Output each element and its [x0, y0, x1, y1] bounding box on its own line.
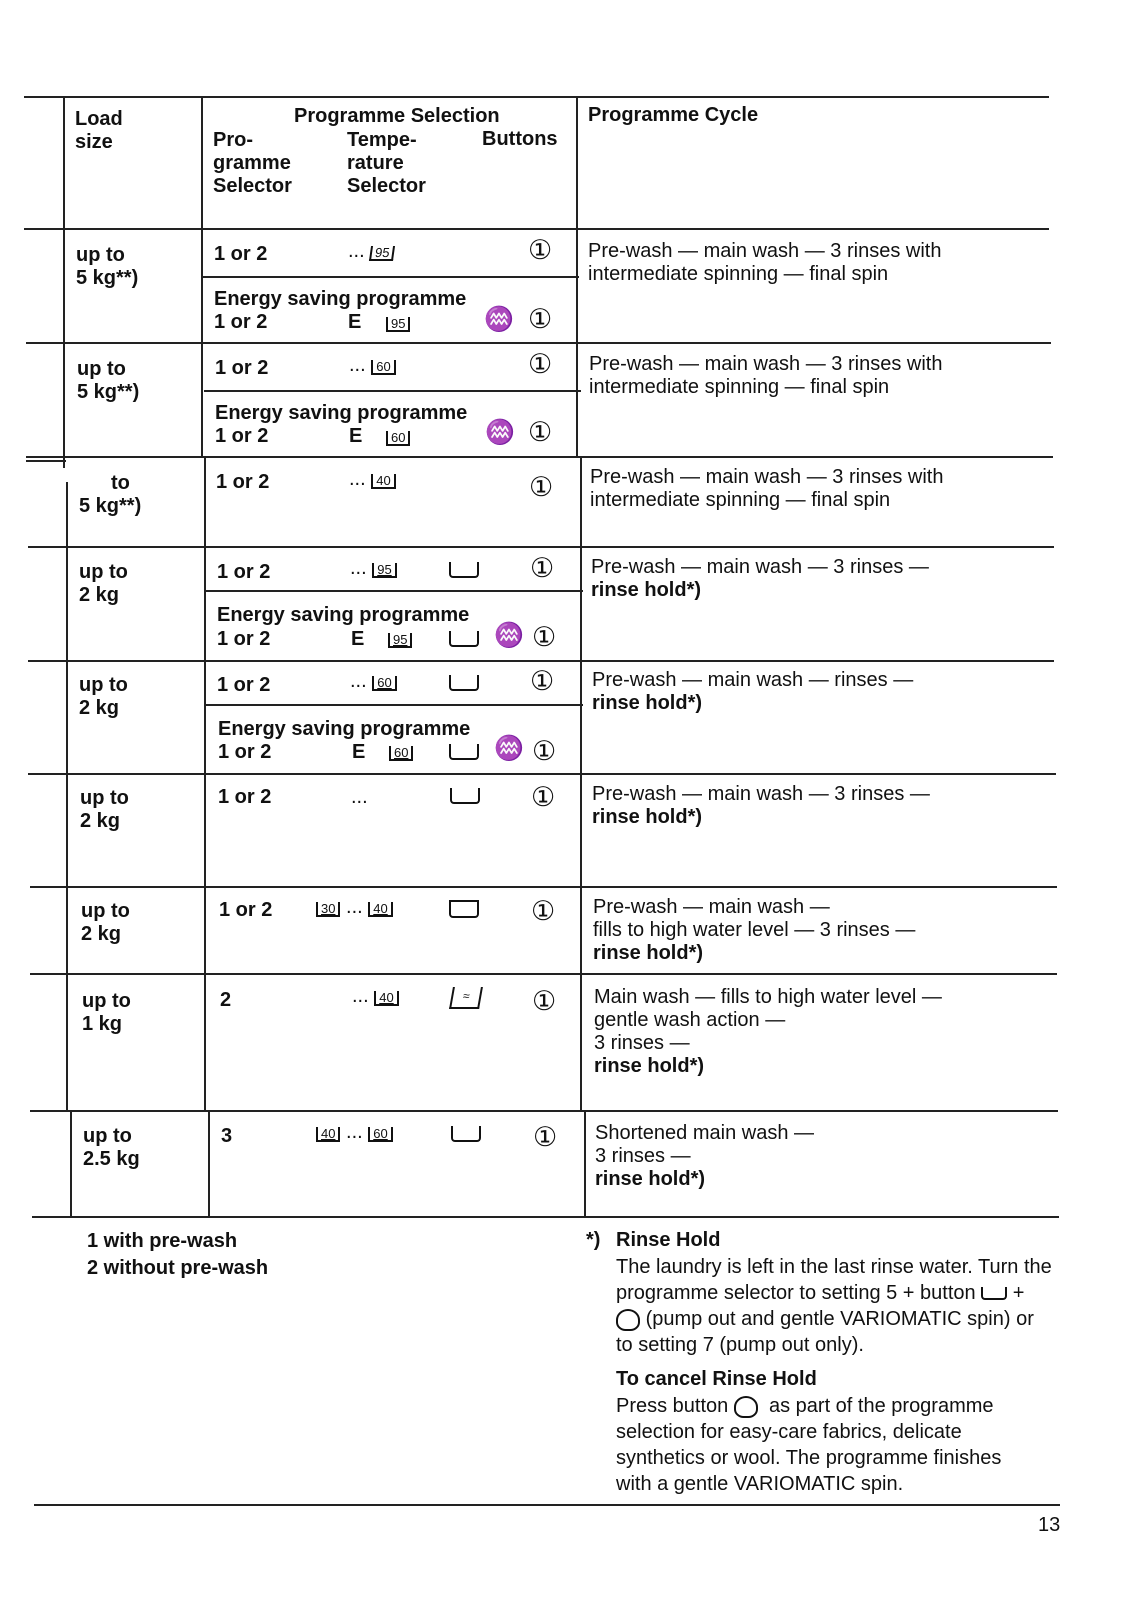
row-temperature: 40 ... 60	[316, 1121, 393, 1144]
row-rule	[30, 1110, 1058, 1112]
row-energy-title: Energy saving programme	[218, 718, 471, 740]
col-rule	[66, 482, 68, 1112]
row-temperature: ... 95	[350, 557, 397, 580]
row-cycle: Pre-wash — main wash — 3 rinses — rinse hold*)	[592, 783, 930, 828]
row-cycle: Pre-wash — main wash — 3 rinses with intermediate spinning — final spin	[590, 466, 944, 511]
row-energy-title: Energy saving programme	[215, 402, 468, 424]
row-cycle: Pre-wash — main wash — 3 rinses — rinse hold*)	[591, 556, 929, 601]
row-temperature: ... 60	[349, 354, 396, 377]
col-rule	[70, 1110, 72, 1218]
row-load-size: up to 2 kg	[79, 561, 128, 606]
row-energy-title: Energy saving programme	[214, 288, 467, 310]
high-water-level-icon	[449, 900, 479, 923]
row-load-size: up to 2 kg	[79, 674, 128, 719]
row-temperature: ... 60	[350, 670, 397, 693]
row-rule	[30, 886, 1057, 888]
row-energy-temperature	[386, 425, 410, 448]
power-button-icon: ①	[531, 782, 556, 812]
row-cycle: Pre-wash — main wash — rinses — rinse hold*)	[592, 669, 914, 714]
temperature-symbol: 40	[368, 902, 392, 917]
row-energy-programme: 1 or 2	[215, 425, 269, 447]
row-load-size: to 5 kg**)	[79, 472, 142, 517]
rinse-hold-icon	[449, 744, 479, 765]
power-button-icon: ①	[528, 417, 553, 447]
row-programme: 2	[220, 989, 232, 1011]
power-button-icon: ①	[532, 622, 557, 652]
row-rule	[30, 973, 1057, 975]
row-energy-temperature	[388, 627, 412, 650]
temperature-symbol: 40	[374, 991, 398, 1006]
row-load-size: up to 2.5 kg	[83, 1125, 140, 1170]
row-load-size: up to 5 kg**)	[76, 244, 139, 289]
rinse-hold-icon	[449, 562, 479, 583]
header-temperature-selector: Tempe- rature Selector	[347, 129, 426, 197]
legend-without-pre-wash: 2 without pre-wash	[87, 1257, 269, 1279]
energy-e-label: E	[348, 311, 362, 333]
rinse-hold-text: The laundry is left in the last rinse water. Turn the programme selector to setting 5 + button + (pump out and gentle VARIOMATIC spin) or to setting 7 (pump out only).	[616, 1256, 1052, 1356]
row-programme: 1 or 2	[216, 471, 270, 493]
energy-e-label: E	[352, 741, 366, 763]
cancel-rinse-hold-title: To cancel Rinse Hold	[616, 1368, 817, 1390]
temperature-symbol: 60	[368, 1127, 392, 1142]
header-programme-cycle: Programme Cycle	[588, 104, 759, 126]
page-number: 13	[1038, 1514, 1061, 1536]
temperature-symbol: 95	[388, 633, 412, 648]
col-rule	[63, 96, 65, 468]
energy-saving-icon: ♒	[494, 622, 524, 649]
row-programme: 1 or 2	[218, 786, 272, 808]
footnote-marker: *)	[586, 1229, 601, 1251]
table-bottom-rule	[32, 1216, 1059, 1218]
row-temperature: ... 40	[349, 468, 396, 491]
row-rule	[28, 546, 1054, 548]
power-button-icon: ①	[533, 1122, 558, 1152]
col-rule	[580, 456, 582, 1112]
row-load-size: up to 5 kg**)	[77, 358, 140, 403]
page-bottom-rule	[34, 1504, 1060, 1506]
subrow-rule	[204, 390, 581, 392]
power-button-icon: ①	[530, 666, 555, 696]
row-programme: 1 or 2	[219, 899, 273, 921]
cancel-rinse-hold-text: Press button as part of the programme selection for easy-care fabrics, delicate synthetics or wool. The programme finishes with a gentle VARIOMATIC spin.	[616, 1395, 1002, 1495]
rinse-hold-icon	[449, 631, 479, 652]
row-programme: 1 or 2	[214, 243, 268, 265]
temperature-symbol: 60	[372, 676, 396, 691]
row-energy-programme: 1 or 2	[214, 311, 268, 333]
rinse-hold-icon	[451, 1126, 481, 1147]
row-cycle: Pre-wash — main wash — fills to high water level — 3 rinses — rinse hold*)	[593, 896, 916, 964]
row-temperature: ...	[351, 786, 368, 808]
temperature-symbol: 95	[369, 246, 396, 261]
col-rule	[204, 456, 206, 1112]
rinse-hold-icon	[449, 675, 479, 696]
row-temperature: ... 40	[352, 985, 399, 1008]
temperature-symbol: 40	[316, 1127, 340, 1142]
power-button-icon: ①	[528, 235, 553, 265]
energy-e-label: E	[351, 628, 365, 650]
header-load-size: Load size	[75, 108, 123, 153]
row-rule	[28, 660, 1054, 662]
row-programme: 1 or 2	[217, 674, 271, 696]
subrow-rule	[203, 276, 579, 278]
subrow-rule	[206, 590, 583, 592]
header-programme-selection: Programme Selection	[294, 105, 500, 127]
row-cycle: Shortened main wash — 3 rinses — rinse hold*)	[595, 1122, 815, 1190]
row-load-size: up to 2 kg	[80, 787, 129, 832]
gentle-wash-icon: ≈	[449, 987, 483, 1009]
table-top-rule	[24, 96, 1049, 98]
row-cycle: Pre-wash — main wash — 3 rinses with intermediate spinning — final spin	[589, 353, 943, 398]
rinse-hold-title: Rinse Hold	[616, 1229, 721, 1251]
subrow-rule	[206, 704, 583, 706]
power-button-icon: ①	[530, 553, 555, 583]
row-programme: 3	[221, 1125, 233, 1147]
row-temperature: 30 ... 40	[316, 896, 393, 919]
variomatic-icon	[616, 1309, 640, 1331]
power-button-icon: ①	[528, 349, 553, 379]
power-button-icon: ①	[532, 736, 557, 766]
row-rule	[26, 456, 1053, 458]
temperature-symbol: 95	[372, 563, 396, 578]
row-load-size: up to 1 kg	[82, 990, 131, 1035]
col-rule	[584, 1110, 586, 1218]
rinse-hold-icon	[450, 788, 480, 809]
row-energy-temperature	[386, 311, 410, 334]
row-energy-title: Energy saving programme	[217, 604, 470, 626]
header-programme-selector: Pro- gramme Selector	[213, 129, 292, 197]
temperature-symbol: 95	[386, 317, 410, 332]
row-cycle: Main wash — fills to high water level — gentle wash action — 3 rinses — rinse hold*)	[594, 986, 942, 1077]
energy-saving-icon: ♒	[485, 419, 515, 446]
row-energy-temperature	[389, 740, 413, 763]
power-button-icon: ①	[529, 472, 554, 502]
col-rule	[208, 1110, 210, 1218]
row-cycle: Pre-wash — main wash — 3 rinses with intermediate spinning — final spin	[588, 240, 942, 285]
variomatic-icon	[734, 1396, 758, 1418]
header-buttons: Buttons	[482, 128, 558, 150]
row-energy-programme: 1 or 2	[218, 741, 272, 763]
row-programme: 1 or 2	[217, 561, 271, 583]
tick-mark	[26, 460, 66, 462]
temperature-symbol: 60	[371, 360, 395, 375]
row-rule	[28, 773, 1056, 775]
temperature-symbol: 60	[389, 746, 413, 761]
row-temperature: ... 95	[348, 240, 395, 263]
energy-saving-icon: ♒	[494, 735, 524, 762]
power-button-icon: ①	[532, 986, 557, 1016]
legend-pre-wash: 1 with pre-wash	[87, 1230, 238, 1252]
power-button-icon: ①	[531, 896, 556, 926]
col-rule	[576, 96, 578, 456]
row-programme: 1 or 2	[215, 357, 269, 379]
rinse-hold-icon	[981, 1287, 1007, 1300]
row-rule	[26, 342, 1051, 344]
temperature-symbol: 40	[371, 474, 395, 489]
power-button-icon: ①	[528, 304, 553, 334]
energy-e-label: E	[349, 425, 363, 447]
row-load-size: up to 2 kg	[81, 900, 130, 945]
temperature-symbol: 60	[386, 431, 410, 446]
col-rule	[201, 96, 203, 456]
energy-saving-icon: ♒	[484, 306, 514, 333]
temperature-symbol: 30	[316, 902, 340, 917]
row-energy-programme: 1 or 2	[217, 628, 271, 650]
header-bottom-rule	[24, 228, 1049, 230]
